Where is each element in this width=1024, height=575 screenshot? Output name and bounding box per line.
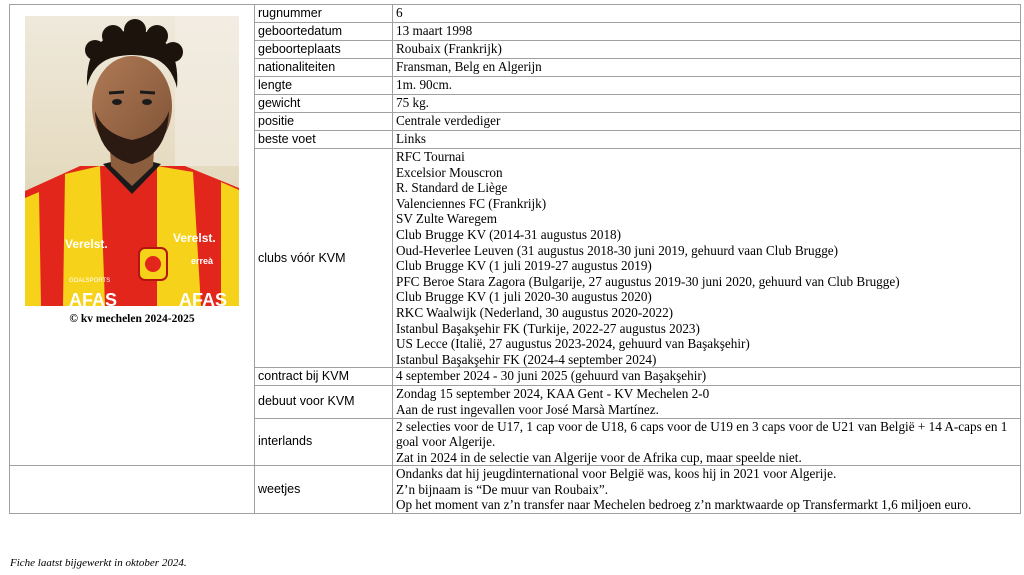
interlands-line: Zat in 2024 in de selectie van Algerije voor de Afrika cup, maar speelde niet. (396, 449, 802, 465)
shirt-sponsor-left: Verelst. (65, 237, 108, 251)
club-item: Club Brugge KV (2014-31 augustus 2018) (396, 226, 622, 242)
photo-caption: © kv mechelen 2024-2025 (69, 313, 195, 325)
label-positie: positie (255, 113, 393, 131)
weetjes-line: Ondanks dat hij jeugdinternational voor België was, koos hij in 2021 voor Algerije. (396, 466, 837, 482)
club-item: RKC Waalwijk (Nederland, 30 augustus 2020-2022) (396, 304, 674, 320)
weetjes-line: Op het moment van z’n transfer naar Mechelen bedroeg z’n marktwaarde op Transfermarkt 1,6 miljoen euro. (396, 497, 972, 513)
value-debuut (393, 386, 1021, 418)
value-nationaliteiten: Fransman, Belg en Algerijn (393, 59, 1021, 77)
value-gewicht: 75 kg. (393, 95, 1021, 113)
footnote: Fiche laatst bijgewerkt in oktober 2024. (10, 557, 187, 569)
club-item: Excelsior Mouscron (396, 164, 503, 180)
club-item: Club Brugge KV (1 juli 2019-27 augustus 2019) (396, 258, 652, 274)
value-geboorteplaats: Roubaix (Frankrijk) (393, 41, 1021, 59)
value-rugnummer: 6 (393, 5, 1021, 23)
value-interlands (393, 418, 1021, 466)
label-contract: contract bij KVM (255, 368, 393, 386)
value-contract: 4 september 2024 - 30 juni 2025 (gehuurd van Başakşehir) (393, 368, 1021, 386)
label-clubs: clubs vóór KVM (255, 149, 393, 368)
club-item: Istanbul Başakşehir FK (Turkije, 2022-27 augustus 2023) (396, 320, 700, 336)
photo-cell-spacer (10, 466, 255, 514)
label-rugnummer: rugnummer (255, 5, 393, 23)
club-item: Club Brugge KV (1 juli 2020-30 augustus 2020) (396, 289, 652, 305)
shirt-bottom-right: AFAS (179, 290, 228, 306)
row-weetjes (10, 466, 1021, 514)
row-rugnummer (10, 5, 1021, 23)
club-item: RFC Tournai (396, 149, 465, 164)
value-weetjes (393, 466, 1021, 514)
label-debuut: debuut voor KVM (255, 386, 393, 418)
club-item: R. Standard de Liège (396, 180, 508, 196)
shirt-sponsor-right: Verelst. (173, 231, 216, 245)
label-gewicht: gewicht (255, 95, 393, 113)
club-item: SV Zulte Waregem (396, 211, 497, 227)
label-nationaliteiten: nationaliteiten (255, 59, 393, 77)
debuut-line: Aan de rust ingevallen voor José Marsà Martínez. (396, 401, 659, 417)
club-item: Istanbul Başakşehir FK (2024-4 september 2024) (396, 351, 657, 367)
club-item: Oud-Heverlee Leuven (31 augustus 2018-30 juni 2019, gehuurd vaan Club Brugge) (396, 242, 839, 258)
interlands-line: 2 selecties voor de U17, 1 cap voor de U18, 6 caps voor de U19 en 3 caps voor de U21 van België + 14 A-caps en 1 goal voor Algerije. (396, 418, 1008, 450)
label-weetjes: weetjes (255, 466, 393, 514)
shirt-small-text: GOALSPORTS (69, 278, 111, 284)
club-item: PFC Beroe Stara Zagora (Bulgarije, 27 augustus 2019-30 juni 2020, gehuurd van Club Brugge) (396, 273, 900, 289)
value-beste-voet: Links (393, 131, 1021, 149)
player-photo (25, 16, 239, 306)
club-item: Valenciennes FC (Frankrijk) (396, 195, 547, 211)
shirt-bottom-left: AFAS (69, 290, 118, 306)
label-interlands: interlands (255, 418, 393, 466)
value-clubs (393, 149, 1021, 368)
club-item: US Lecce (Italië, 27 augustus 2023-2024, gehuurd van Başakşehir) (396, 336, 750, 352)
weetjes-line: Z’n bijnaam is “De muur van Roubaix”. (396, 481, 609, 497)
label-geboortedatum: geboortedatum (255, 23, 393, 41)
debuut-line: Zondag 15 september 2024, KAA Gent - KV Mechelen 2-0 (396, 386, 710, 402)
label-beste-voet: beste voet (255, 131, 393, 149)
shirt-brand: erreà (191, 256, 214, 266)
player-portrait-illustration (25, 16, 239, 306)
value-geboortedatum: 13 maart 1998 (393, 23, 1021, 41)
value-positie: Centrale verdediger (393, 113, 1021, 131)
player-fiche-table (9, 4, 1021, 514)
photo-cell (10, 5, 255, 466)
value-lengte: 1m. 90cm. (393, 77, 1021, 95)
label-lengte: lengte (255, 77, 393, 95)
label-geboorteplaats: geboorteplaats (255, 41, 393, 59)
